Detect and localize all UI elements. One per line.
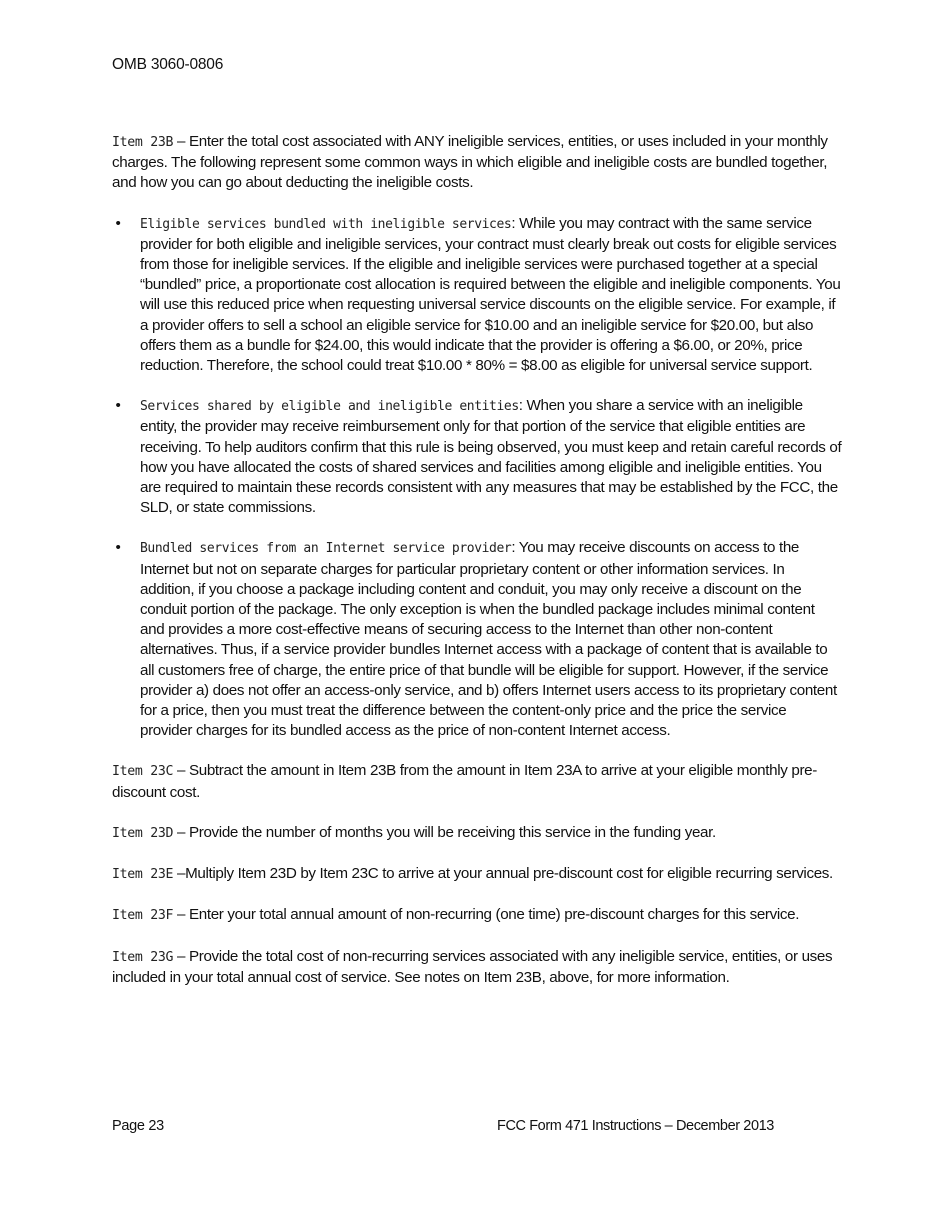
item-23d-text: – Provide the number of months you will be receiving this service in the funding year. xyxy=(173,823,716,841)
item-23f-paragraph xyxy=(112,905,842,926)
item-23d-paragraph xyxy=(112,823,842,844)
bullet-text: : While you may contract with the same service provider for both eligible and ineligible services, your contract must clearly break out costs for eligible services from those for ineligible services. If the eligible and ineligible services were purchased together at a special “bundled” price, a proportionate cost allocation is required between the eligible and ineligible components. You will use this reduced price when requesting universal service discounts on the eligible service. For example, if a provider offers to sell a school an eligible service for $10.00 and an ineligible service for $20.00, but also offers them as a bundle for $24.00, this would indicate that the provider is offering a $6.00, or 20%, price reduction. Therefore, the school could treat $10.00 * 80% = $8.00 as eligible for universal service support. xyxy=(140,214,841,375)
item-23d-label: Item 23D xyxy=(112,825,174,841)
item-23e-paragraph xyxy=(112,864,842,885)
item-23f-text: – Enter your total annual amount of non-recurring (one time) pre-discount charges for this service. xyxy=(173,906,800,924)
bullet-heading: Bundled services from an Internet service provider xyxy=(140,541,512,557)
bundling-bullet-list xyxy=(112,214,842,742)
item-23f-label: Item 23F xyxy=(112,908,174,924)
bullet-marker: • xyxy=(115,539,121,557)
bullet-heading: Eligible services bundled with ineligible services xyxy=(140,216,512,232)
bullet-text: : When you share a service with an ineligible entity, the provider may receive reimbursement only for that portion of the service that eligible entities are receiving. To help auditors confirm that this rule is being observed, you must keep and retain careful records of how you have allocated the costs of shared services and facilities among eligible and ineligible entities. You are required to maintain these records consistent with any measures that may be established by the FCC, the SLD, or state commissions. xyxy=(140,397,842,517)
bullet-marker: • xyxy=(115,214,121,232)
bullet-eligible-with-ineligible xyxy=(112,214,842,377)
item-23c-paragraph xyxy=(112,761,842,802)
item-23e-label: Item 23E xyxy=(112,867,174,883)
page-number: Page 23 xyxy=(112,1118,164,1134)
bullet-heading: Services shared by eligible and ineligible entities xyxy=(140,399,519,415)
omb-number: OMB 3060-0806 xyxy=(112,56,224,73)
item-23g-paragraph xyxy=(112,947,842,988)
footer-title: FCC Form 471 Instructions – December 2013 xyxy=(497,1118,774,1134)
item-23e-text: –Multiply Item 23D by Item 23C to arrive at your annual pre-discount cost for eligible recurring services. xyxy=(173,865,833,883)
item-23b-label: Item 23B xyxy=(112,135,174,150)
item-23g-text: – Provide the total cost of non-recurring services associated with any ineligible service, entities, or uses included in your total annual cost of service. See notes on Item 23B, above, for more information. xyxy=(112,947,833,986)
bullet-marker: • xyxy=(115,397,121,415)
page-content xyxy=(112,132,842,1008)
bullet-shared-services xyxy=(112,396,842,518)
item-23c-text: – Subtract the amount in Item 23B from the amount in Item 23A to arrive at your eligible monthly pre-discount cost. xyxy=(112,762,817,801)
item-23g-label: Item 23G xyxy=(112,949,174,965)
item-23c-label: Item 23C xyxy=(112,764,174,780)
item-23b-text: – Enter the total cost associated with ANY ineligible services, entities, or uses included in your monthly charges. The following represent some common ways in which eligible and ineligible costs are bundled together, and how you can go about deducting the ineligible costs. xyxy=(112,133,828,192)
bullet-text: : You may receive discounts on access to the Internet but not on separate charges for particular proprietary content or other information services. In addition, if you choose a package including content and conduit, you may only receive a discount on the conduit portion of the package. The only exception is when the bundled package includes minimal content and provides a more cost-effective means of securing access to the Internet than other non-content alternatives. Thus, if a service provider bundles Internet access with a package of content that is available to all customers free of charge, the entire price of that bundle will be eligible for support. However, if the service provider a) does not offer an access-only service, and b) offers Internet users access to its proprietary content for a price, then you must treat the difference between the content-only price and the price the service provider charges for its bundled access as the price of non-content Internet access. xyxy=(140,539,837,740)
item-23b-paragraph xyxy=(112,132,842,194)
bullet-internet-provider xyxy=(112,538,842,741)
